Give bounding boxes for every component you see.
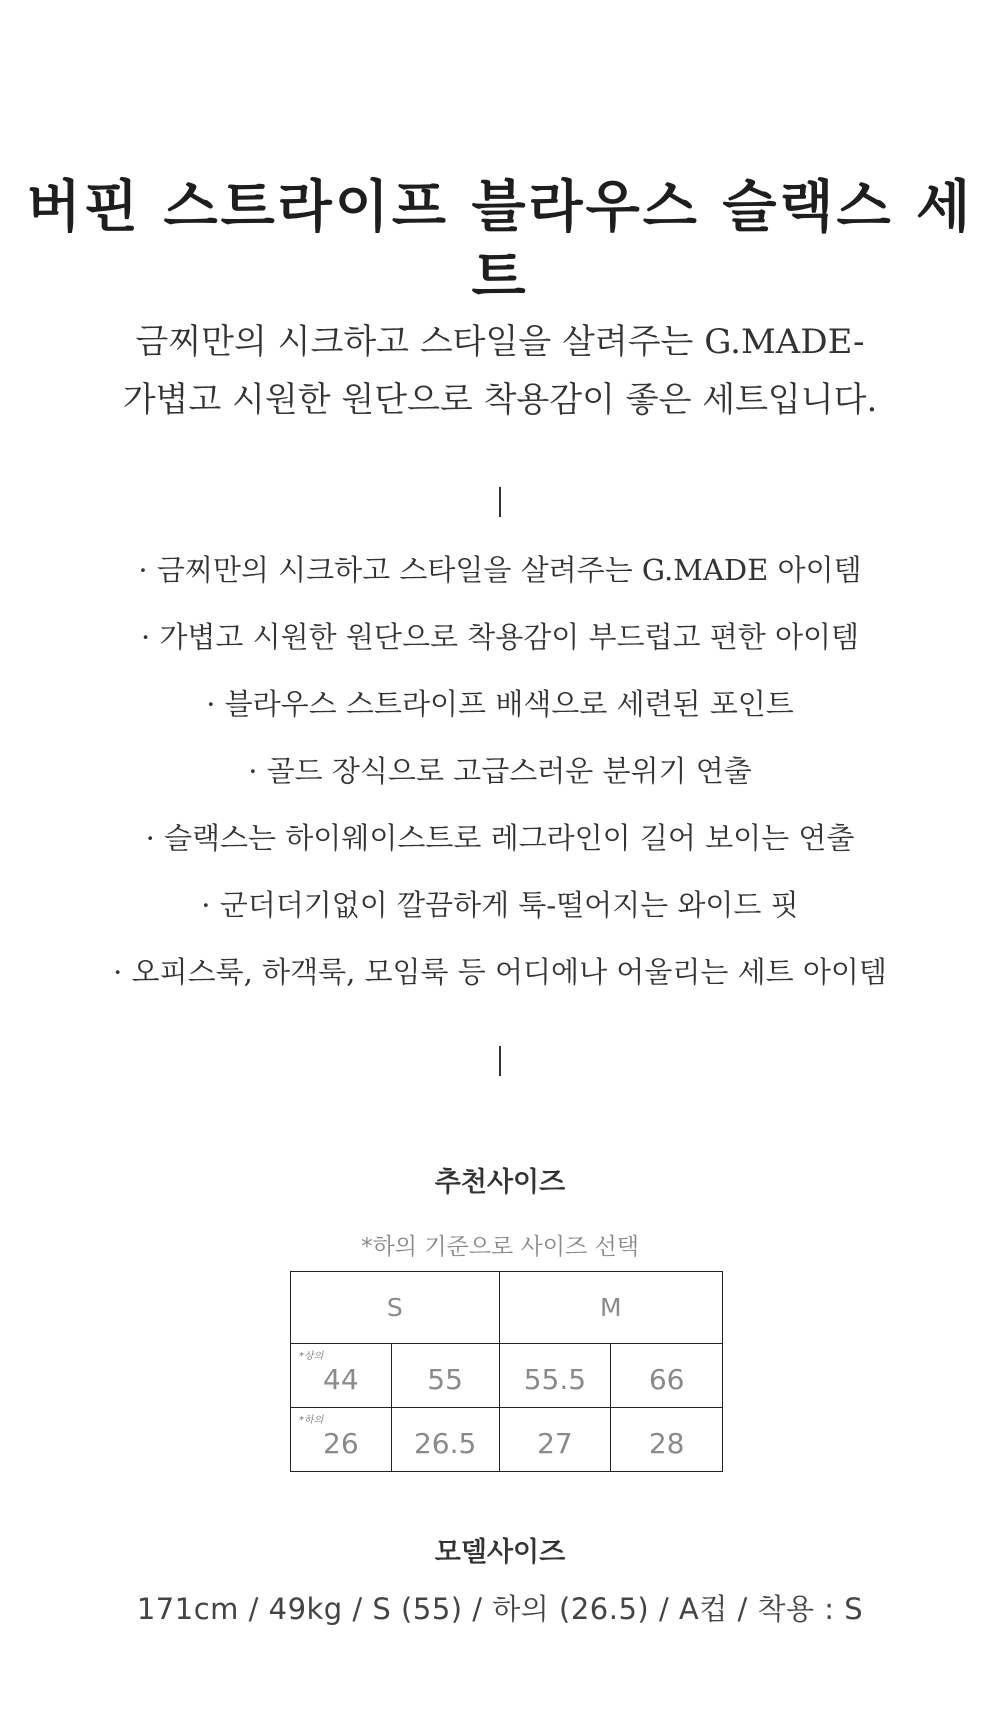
model-size-info: 171cm / 49kg / S (55) / 하의 (26.5) / A컵 / 착용 : S	[136, 1592, 864, 1626]
size-note: *하의 기준으로 사이즈 선택	[361, 1234, 639, 1260]
feature-item: · 군더더기없이 깔끔하게 툭-떨어지는 와이드 핏	[201, 888, 799, 922]
top-label: *상의	[299, 1351, 324, 1362]
size-header-row	[291, 1272, 723, 1344]
product-title: 버핀 스트라이프 블라우스 슬랙스 세트	[26, 174, 974, 310]
table-row	[291, 1344, 723, 1408]
feature-item: · 금찌만의 시크하고 스타일을 살려주는 G.MADE 아이템	[138, 553, 862, 587]
bottom-size-value: 26	[323, 1427, 359, 1460]
intro-line: 금찌만의 시크하고 스타일을 살려주는 G.MADE-	[135, 322, 865, 362]
top-size-value: 55	[391, 1344, 499, 1408]
bottom-size-value: 26.5	[391, 1408, 499, 1472]
vertical-divider	[499, 1046, 501, 1076]
vertical-divider	[499, 487, 501, 517]
bottom-size-value: 28	[611, 1408, 723, 1472]
size-header-s: S	[291, 1272, 500, 1344]
intro-line: 가볍고 시원한 원단으로 착용감이 좋은 세트입니다.	[122, 380, 878, 420]
intro-text	[0, 313, 1000, 429]
size-header-m: M	[499, 1272, 722, 1344]
feature-item: · 오피스룩, 하객룩, 모임룩 등 어디에나 어울리는 세트 아이템	[113, 955, 887, 989]
top-size-value: 44	[323, 1363, 359, 1396]
feature-item: · 슬랙스는 하이웨이스트로 레그라인이 길어 보이는 연출	[145, 821, 855, 855]
bottom-size-value: 27	[499, 1408, 611, 1472]
model-size-title: 모델사이즈	[434, 1537, 566, 1568]
feature-list	[0, 537, 1000, 1006]
table-cell	[291, 1408, 392, 1472]
feature-item: · 골드 장식으로 고급스러운 분위기 연출	[248, 754, 752, 788]
table-cell	[291, 1344, 392, 1408]
recommended-size-title: 추천사이즈	[434, 1167, 566, 1198]
top-size-value: 66	[611, 1344, 723, 1408]
bottom-label: *하의	[299, 1415, 324, 1426]
feature-item: · 블라우스 스트라이프 배색으로 세련된 포인트	[206, 687, 794, 721]
top-size-value: 55.5	[499, 1344, 611, 1408]
table-row	[291, 1408, 723, 1472]
feature-item: · 가볍고 시원한 원단으로 착용감이 부드럽고 편한 아이템	[140, 620, 860, 654]
size-table	[290, 1271, 723, 1472]
